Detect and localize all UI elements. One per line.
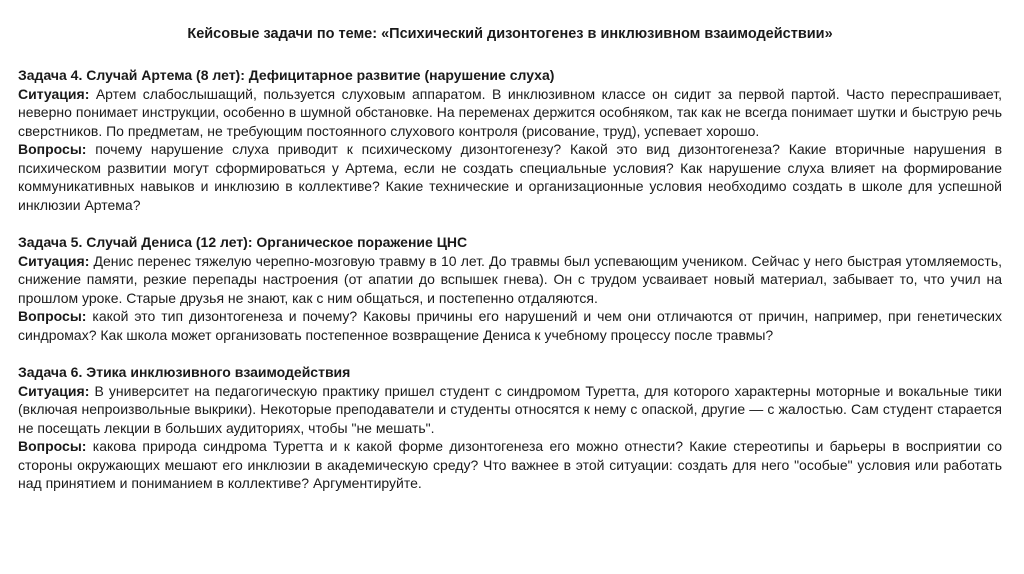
situation-text: Денис перенес тяжелую черепно-мозговую травму в 10 лет. До травмы был успевающим учеником. Сейчас у него быстрая утомляемость, снижение памяти, резкие перепады настроения (от апатии до вспышек гнева). Он с трудом усваивает новый материал, забывает то, что учил на прошлом уроке. Старые друзья не знают, как с ним общаться, и постепенно отдаляются. bbox=[18, 252, 1002, 306]
questions-label: Вопросы: bbox=[18, 438, 87, 454]
situation-label: Ситуация: bbox=[18, 382, 90, 399]
questions-text: почему нарушение слуха приводит к психическому дизонтогенезу? Какой это вид дизонтогенеза? Какие вторичные нарушения в психическом развитии могут сформироваться у Артема, если не создать специальные условия? Как нарушение слуха влияет на формирование коммуникативных навыков и инклюзию в коллективе? Какие технические и организационные условия необходимо создать в школе для успешной инклюзии Артема? bbox=[18, 141, 1003, 213]
questions-label: Вопросы: bbox=[18, 308, 87, 324]
page-title: Кейсовые задачи по теме: «Психический дизонтогенез в инклюзивном взаимодействии» bbox=[187, 26, 833, 42]
situation-text: Артем слабослышащий, пользуется слуховым аппаратом. В инклюзивном классе он сидит за первой партой. Часто переспрашивает, неверно понимает инструкции, особенно в шумной обстановке. На переменах держится особняком, так как не всегда понимает шутки и быструю речь сверстников. По предметам, не требующим постоянного слухового контроля (рисование, труд), успевает хорошо. bbox=[18, 85, 1003, 139]
questions-text: какова природа синдрома Туретта и к какой форме дизонтогенеза его можно отнести? Какие стереотипы и барьеры в восприятии со стороны окружающих мешают его инклюзии в академическую среду? Что важнее в этой ситуации: создать для него "особые" условия или работать над принятием и пониманием в коллективе? Аргументируйте. bbox=[18, 438, 1003, 491]
situation-label: Ситуация: bbox=[18, 85, 90, 102]
situation-label: Ситуация: bbox=[18, 252, 90, 269]
case-4 bbox=[18, 66, 1002, 214]
case-5 bbox=[18, 233, 1002, 344]
questions-text: какой это тип дизонтогенеза и почему? Каковы причины его нарушений и чем они отличаются от причин, например, при генетических синдромах? Как школа может организовать постепенное возвращение Дениса к учебному процессу после травмы? bbox=[18, 308, 1002, 343]
case-situation bbox=[18, 382, 1002, 438]
case-title: Задача 5. Случай Дениса (12 лет): Органическое поражение ЦНС bbox=[18, 234, 468, 250]
case-title: Задача 6. Этика инклюзивного взаимодействия bbox=[18, 364, 351, 380]
case-6 bbox=[18, 363, 1002, 493]
situation-text: В университет на педагогическую практику пришел студент с синдромом Туретта, для которого характерны моторные и вокальные тики (включая непроизвольные выкрики). Некоторые преподаватели и студенты относятся к нему с опаской, другие — с жалостью. Сам студент старается не посещать лекции в больших аудиториях, чтобы "не мешать". bbox=[18, 382, 1003, 436]
case-situation bbox=[18, 85, 1002, 141]
case-title: Задача 4. Случай Артема (8 лет): Дефицитарное развитие (нарушение слуха) bbox=[18, 67, 555, 83]
case-situation bbox=[18, 252, 1002, 308]
case-questions bbox=[18, 307, 1002, 344]
case-questions bbox=[18, 437, 1002, 493]
questions-label: Вопросы: bbox=[18, 141, 87, 157]
case-questions bbox=[18, 140, 1002, 214]
slide bbox=[18, 14, 1002, 512]
